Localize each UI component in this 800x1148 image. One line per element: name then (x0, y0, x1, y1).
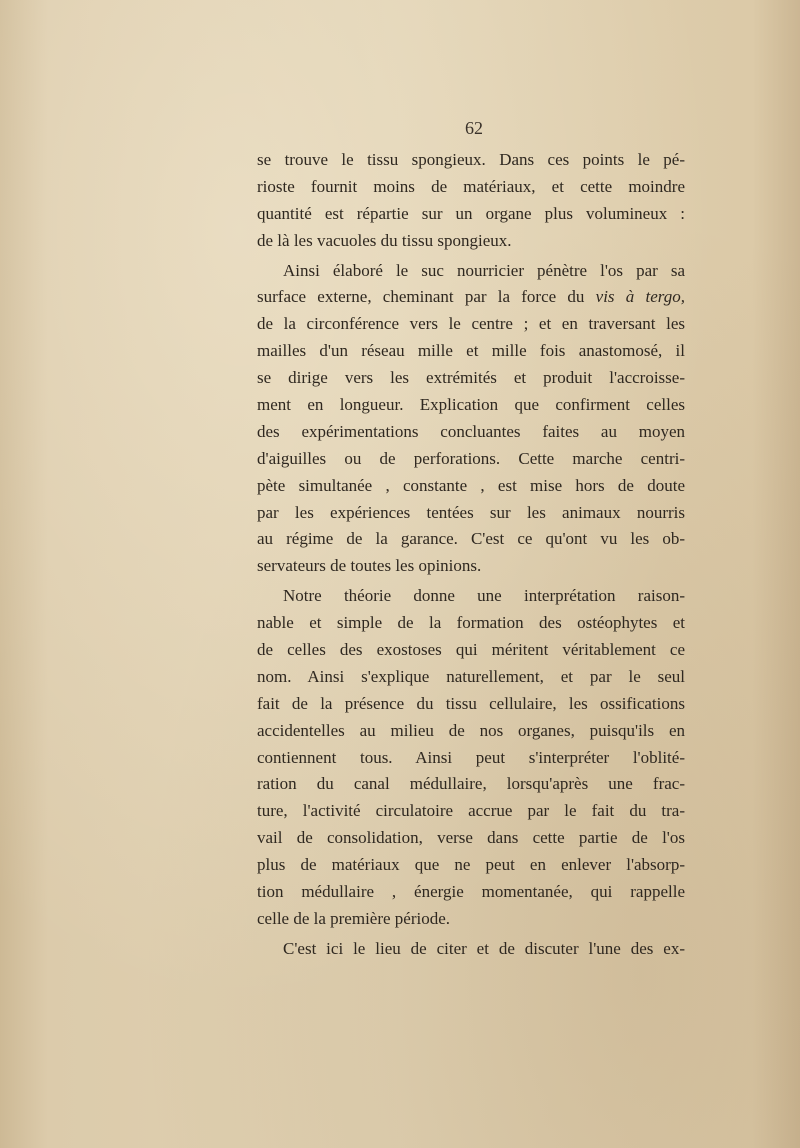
text-line: se dirige vers les extrémités et produit l'accroisse- (257, 368, 685, 388)
page-number: 62 (465, 118, 483, 138)
text-line: ment en longueur. Explication que confirment celles (257, 395, 685, 415)
text-line: fait de la présence du tissu cellulaire, les ossifications (257, 693, 685, 713)
text-line: des expérimentations concluantes faites au moyen (257, 421, 685, 441)
italic-phrase: vis à tergo, (595, 287, 686, 307)
text-line: de la circonférence vers le centre ; et en traversant les (257, 314, 685, 334)
text-line: tion médullaire , énergie momentanée, qui rappelle (257, 882, 685, 902)
text-line: ture, l'activité circulatoire accrue par le fait du tra- (257, 801, 685, 821)
text-line: ration du canal médullaire, lorsqu'après une frac- (257, 774, 685, 794)
text-line: mailles d'un réseau mille et mille fois anastomosé, il (257, 341, 685, 361)
body-text (257, 147, 685, 963)
text-line: nom. Ainsi s'explique naturellement, et par le seul (257, 666, 685, 686)
text-line: de là les vacuoles du tissu spongieux. (257, 230, 512, 250)
text-line: plus de matériaux que ne peut en enlever l'absorp- (257, 855, 685, 875)
text-line: d'aiguilles ou de perforations. Cette marche centri- (257, 448, 685, 468)
text-line: de celles des exostoses qui méritent véritablement ce (257, 640, 685, 660)
text-line: rioste fournit moins de matériaux, et cette moindre (257, 176, 685, 196)
text-line: servateurs de toutes les opinions. (257, 556, 482, 576)
text-line: C'est ici le lieu de citer et de discuter l'une des ex- (283, 938, 685, 958)
text-line: Notre théorie donne une interprétation raison- (283, 586, 685, 606)
text-segment: surface externe, cheminant par la force du (257, 287, 585, 307)
text-line: se trouve le tissu spongieux. Dans ces points le pé- (257, 150, 685, 169)
text-line: vail de consolidation, verse dans cette partie de l'os (257, 828, 685, 848)
text-line: nable et simple de la formation des ostéophytes et (257, 613, 685, 633)
text-line: celle de la première période. (257, 908, 451, 928)
text-line: au régime de la garance. C'est ce qu'ont vu les ob- (257, 529, 685, 549)
text-line: quantité est répartie sur un organe plus volumineux : (257, 203, 685, 223)
text-line (257, 284, 685, 311)
text-line: accidentelles au milieu de nos organes, puisqu'ils en (257, 720, 685, 740)
text-line: par les expériences tentées sur les animaux nourris (257, 502, 685, 522)
text-line: pète simultanée , constante , est mise hors de doute (257, 475, 685, 495)
text-line: contiennent tous. Ainsi peut s'interpréter l'oblité- (257, 747, 685, 767)
text-line: Ainsi élaboré le suc nourricier pénètre l'os par sa (283, 260, 685, 280)
